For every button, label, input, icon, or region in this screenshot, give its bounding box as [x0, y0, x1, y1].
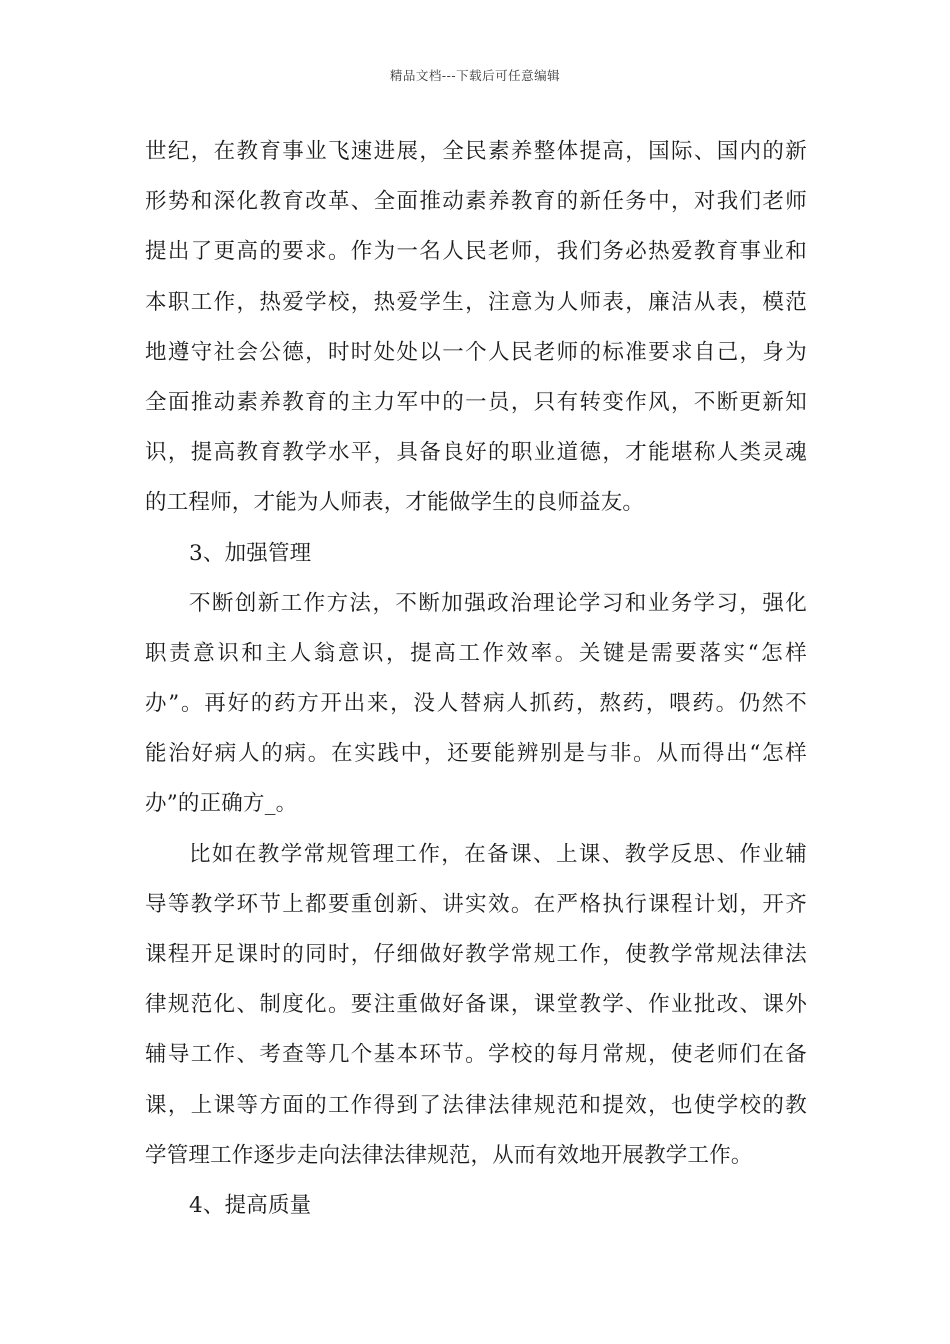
text-line: 办”。再好的药方开出来，没人替病人抓药，熬药，喂药。仍然不 [145, 691, 807, 717]
text-line: 本职工作，热爱学校，热爱学生，注意为人师表，廉洁从表，模范 [145, 289, 807, 315]
text-line: 不断创新工作方法，不断加强政治理论学习和业务学习，强化 [189, 590, 807, 616]
text-line: 地遵守社会公德，时时处处以一个人民老师的标准要求自己，身为 [145, 339, 807, 365]
text-line: 形势和深化教育改革、全面推动素养教育的新任务中，对我们老师 [145, 189, 807, 215]
text-line: 的工程师，才能为人师表，才能做学生的良师益友。 [145, 490, 645, 516]
page-header: 精品文档---下载后可任意编辑 [389, 68, 561, 83]
text-line: 世纪，在教育事业飞速进展，全民素养整体提高，国际、国内的新 [145, 139, 807, 164]
text-line: 识，提高教育教学水平，具备良好的职业道德，才能堪称人类灵魂 [145, 440, 807, 466]
text-line: 律规范化、制度化。要注重做好备课，课堂教学、作业批改、课外 [145, 992, 807, 1018]
text-line: 4、提高质量 [189, 1192, 312, 1218]
text-line: 全面推动素养教育的主力军中的一员，只有转变作风，不断更新知 [145, 389, 807, 415]
text-line: 课程开足课时的同时，仔细做好教学常规工作，使教学常规法律法 [145, 942, 807, 967]
text-line: 提出了更高的要求。作为一名人民老师，我们务必热爱教育事业和 [145, 239, 807, 265]
text-line: 学管理工作逐步走向法律法律规范，从而有效地开展教学工作。 [145, 1142, 753, 1168]
text-line: 职责意识和主人翁意识，提高工作效率。关键是需要落实“怎样 [145, 640, 807, 666]
text-line: 比如在教学常规管理工作，在备课、上课、教学反思、作业辅 [189, 841, 807, 867]
body-text [145, 127, 807, 1231]
text-line: 导等教学环节上都要重创新、讲实效。在严格执行课程计划，开齐 [145, 891, 807, 917]
text-line: 辅导工作、考查等几个基本环节。学校的每月常规，使老师们在备 [145, 1042, 807, 1068]
text-line: 课，上课等方面的工作得到了法律法律规范和提效，也使学校的教 [145, 1092, 807, 1118]
text-line: 办”的正确方_。 [145, 791, 298, 817]
text-line: 能治好病人的病。在实践中，还要能辨别是与非。从而得出“怎样 [145, 741, 807, 767]
text-line: 3、加强管理 [189, 540, 312, 566]
